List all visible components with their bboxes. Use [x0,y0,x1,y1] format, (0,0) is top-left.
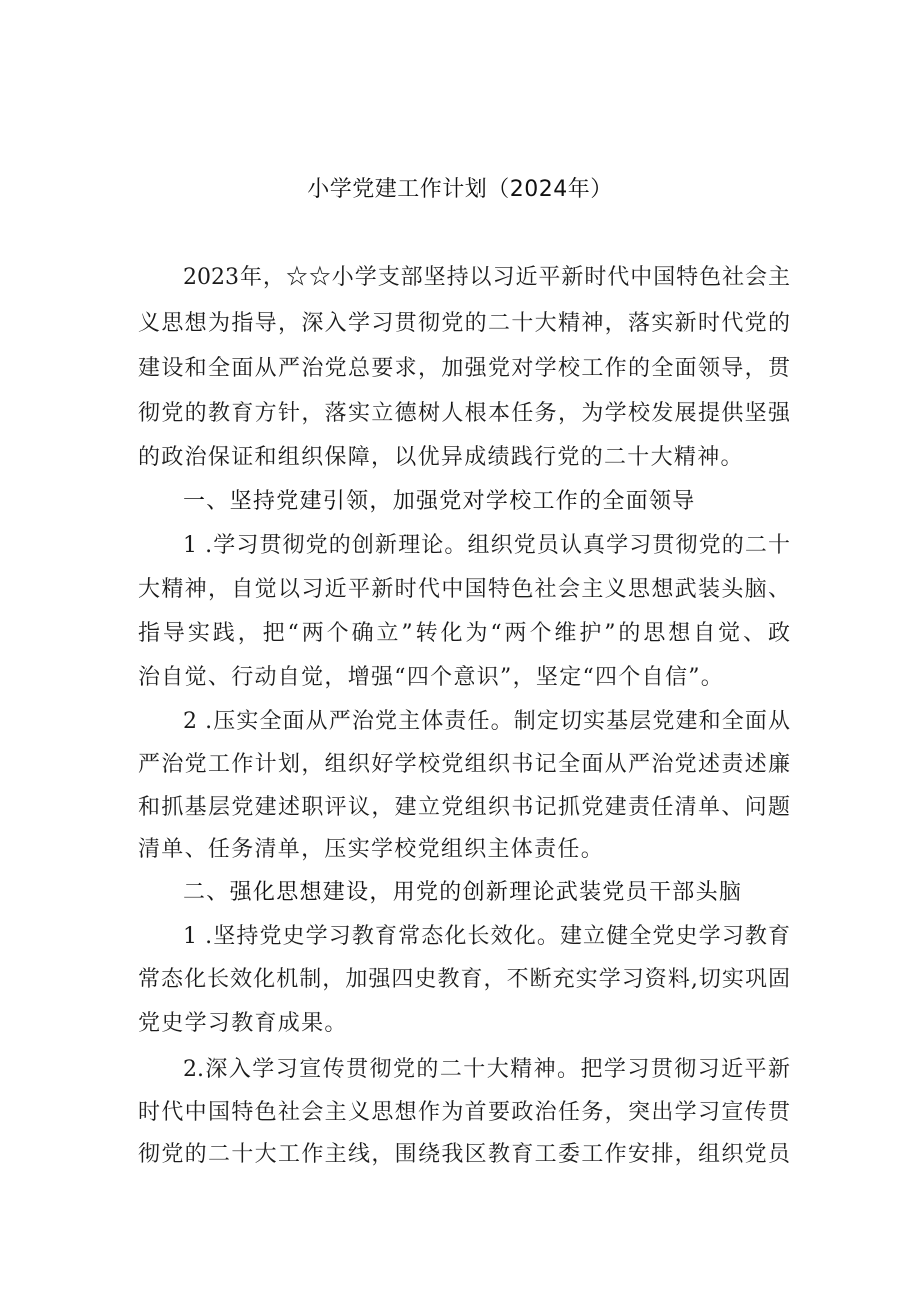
paragraph-line: 建设和全面从严治党总要求，加强党对学校工作的全面领导，贯 [138,356,790,381]
paragraph-line: 常态化长效化机制，加强四史教育，不断充实学习资料,切实巩固 [138,967,790,992]
paragraph-line: 治自觉、行动自觉，增强“四个意识”，坚定“四个自信”。 [138,665,725,690]
paragraph-line: 2023年，☆☆小学支部坚持以习近平新时代中国特色社会主 [183,265,790,290]
document-title: 小学党建工作计划（2024年） [307,177,613,202]
paragraph-line: 1 .坚持党史学习教育常态化长效化。建立健全党史学习教育 [183,924,790,949]
paragraph-line: 彻党的二十大工作主线，围绕我区教育工委工作安排，组织党员 [138,1142,790,1167]
paragraph-line: 和抓基层党建述职评议，建立党组织书记抓党建责任清单、问题 [138,795,790,820]
paragraph-line: 指导实践，把“两个确立”转化为“两个维护”的思想自觉、政 [138,621,790,646]
paragraph-line: 1 .学习贯彻党的创新理论。组织党员认真学习贯彻党的二十 [183,533,790,558]
paragraph-line: 2.深入学习宣传贯彻党的二十大精神。把学习贯彻习近平新 [183,1057,790,1082]
paragraph-line: 2 .压实全面从严治党主体责任。制定切实基层党建和全面从 [183,709,790,734]
paragraph-line: 义思想为指导，深入学习贯彻党的二十大精神，落实新时代党的 [138,311,790,336]
paragraph-line: 清单、任务清单，压实学校党组织主体责任。 [138,837,605,862]
paragraph-line: 严治党工作计划，组织好学校党组织书记全面从严治党述责述廉 [138,752,790,777]
paragraph-line: 党史学习教育成果。 [138,1011,348,1036]
section-heading: 一、坚持党建引领，加强党对学校工作的全面领导 [183,489,696,514]
paragraph-line: 大精神，自觉以习近平新时代中国特色社会主义思想武装头脑、 [138,577,790,602]
paragraph-line: 的政治保证和组织保障，以优异成绩践行党的二十大精神。 [138,445,744,470]
paragraph-line: 彻党的教育方针，落实立德树人根本任务，为学校发展提供坚强 [138,401,790,426]
section-heading: 二、强化思想建设，用党的创新理论武装党员干部头脑 [183,880,743,905]
paragraph-line: 时代中国特色社会主义思想作为首要政治任务，突出学习宣传贯 [138,1100,790,1125]
